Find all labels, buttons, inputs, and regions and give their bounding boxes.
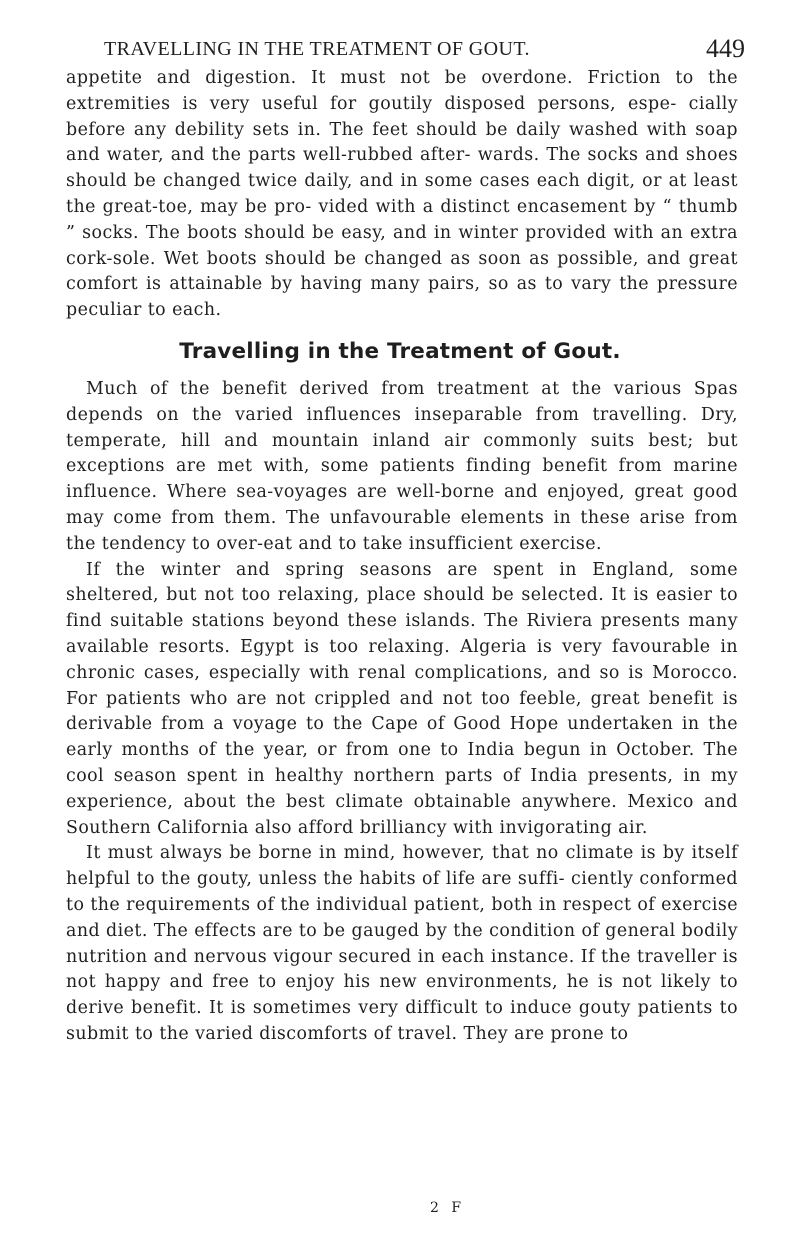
page-number: 449 <box>706 34 745 63</box>
opening-paragraph-block <box>66 66 738 324</box>
opening-paragraph: appetite and digestion. It must not be overdone. Friction to the extremities is very useful for goutily disposed persons, espe- cially before any debility sets in. The feet should be daily washed with soap and water, and the parts well-rubbed after- wards. The socks and shoes should be changed twice daily, and in some cases each digit, or at least the great-toe, may be pro- vided with a distinct encasement by “ thumb ” socks. The boots should be easy, and in winter provided with an extra cork-sole. Wet boots should be changed as soon as possible, and great comfort is attainable by having many pairs, so as to vary the pressure peculiar to each. <box>66 68 738 321</box>
signature-mark: 2 F <box>430 1200 466 1216</box>
section-body <box>66 377 738 1048</box>
section-paragraph: It must always be borne in mind, however, that no climate is by itself helpful to the gouty, unless the habits of life are suffi- ciently conformed to the requirements of the individual patient, both in respect of exercise and diet. The effects are to be gauged by the condition of general bodily nutrition and nervous vigour secured in each instance. If the traveller is not happy and free to enjoy his new environments, he is not likely to derive benefit. It is sometimes very difficult to induce gouty patients to submit to the varied discomforts of travel. They are prone to <box>66 843 738 1044</box>
section-paragraph: If the winter and spring seasons are spent in England, some sheltered, but not too relaxing, place should be selected. It is easier to find suitable stations beyond these islands. The Riviera presents many available resorts. Egypt is too relaxing. Algeria is very favourable in chronic cases, especially with renal complications, and so is Morocco. For patients who are not crippled and not too feeble, great benefit is derivable from a voyage to the Cape of Good Hope undertaken in the early months of the year, or from one to India begun in October. The cool season spent in healthy northern parts of India presents, in my experience, about the best climate obtainable anywhere. Mexico and Southern California also afford brilliancy with invigorating air. <box>66 559 738 838</box>
section-paragraph: Much of the benefit derived from treatment at the various Spas depends on the varied influences inseparable from travelling. Dry, temperate, hill and mountain inland air commonly suits best; but exceptions are met with, some patients finding benefit from marine influence. Where sea-voyages are well-borne and enjoyed, great good may come from them. The unfavourable elements in these arise from the tendency to over-eat and to take insufficient exercise. <box>66 379 738 554</box>
running-head <box>0 34 800 66</box>
running-head-title: TRAVELLING IN THE TREATMENT OF GOUT. <box>104 38 530 60</box>
section-heading: Travelling in the Treatment of Gout. <box>179 339 621 364</box>
